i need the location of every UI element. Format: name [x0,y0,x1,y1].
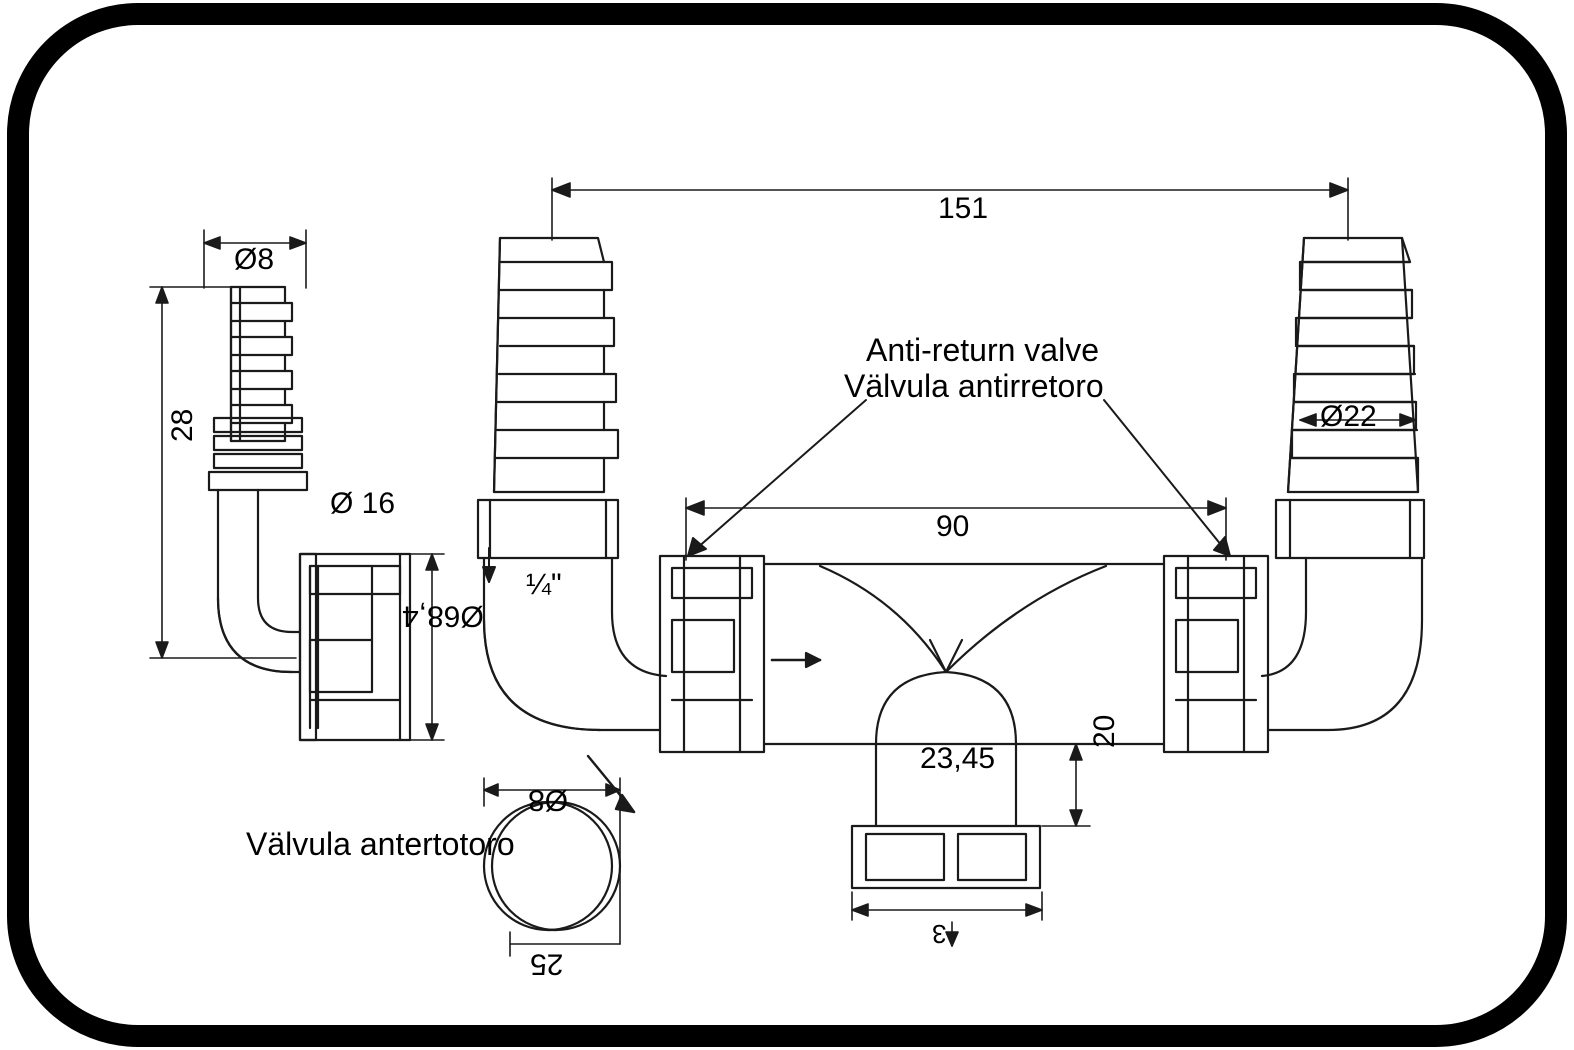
label-28: 28 [166,408,199,442]
label-2345: 23,45 [920,742,996,775]
annotation-anti-return-es: Välvula antirretoro [844,368,1104,404]
label-25: 25 [530,947,564,981]
center-left-elbow [484,558,666,730]
frame-border [18,14,1556,1036]
dim-3 [852,892,1042,949]
left-elbow [218,490,300,672]
right-elbow [1262,558,1422,730]
dim-20 [1020,744,1090,826]
annotation-anti-return-en: Anti-return valve [866,332,1099,368]
left-collar [209,418,307,490]
label-20: 20 [1088,714,1121,748]
valve-tee-body [660,556,1268,888]
left-valve-body [300,554,410,740]
label-d8: Ø8 [234,243,275,276]
label-quarter-inch: ¼" [526,568,562,601]
annotation-valve-es: Välvula antertotoro [246,826,515,862]
dim-d684 [410,554,444,740]
label-d8-section: Ø8 [528,783,569,817]
label-90: 90 [936,510,970,543]
right-collar [1276,500,1424,558]
valve-section-circle [484,802,620,930]
section-arrow [588,756,634,812]
label-d22: Ø22 [1320,400,1377,433]
label-d684: Ø68,4 [402,599,484,633]
label-d16: Ø 16 [330,487,396,520]
center-left-collar [478,500,618,558]
label-151: 151 [938,192,989,225]
label-3: 3 [932,918,947,949]
center-left-barb [494,238,618,492]
right-barb [1288,238,1418,492]
